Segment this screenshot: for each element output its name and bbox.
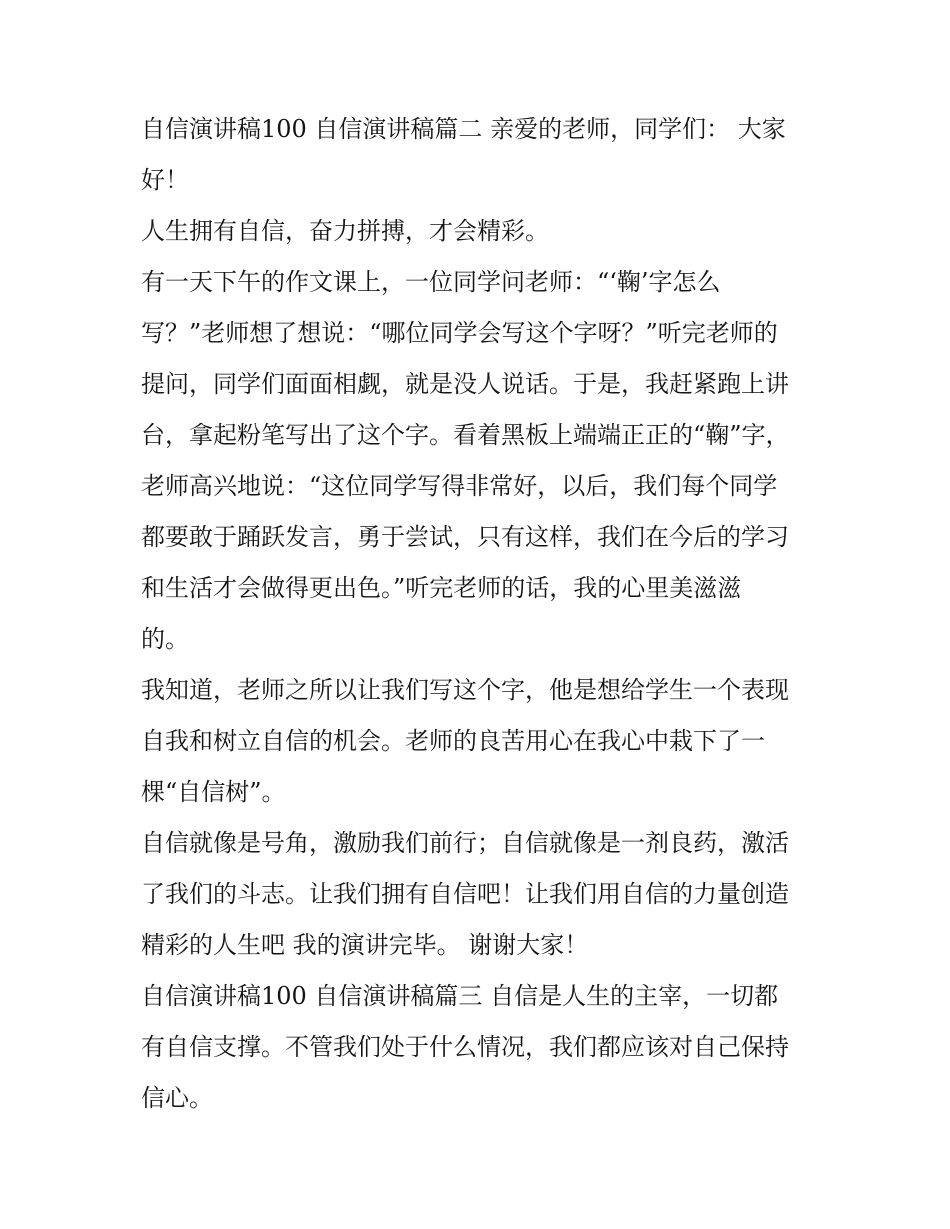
text-line: 自信演讲稿100 自信演讲稿篇二 亲爱的老师，同学们： 大家: [141, 115, 786, 143]
text-line: 我知道，老师之所以让我们写这个字，他是想给学生一个表现: [141, 676, 789, 704]
text-line: 都要敢于踊跃发言，勇于尝试，只有这样，我们在今后的学习: [141, 523, 789, 551]
text-line: 了我们的斗志。让我们拥有自信吧！让我们用自信的力量创造: [141, 880, 789, 908]
text-line: 的。: [141, 625, 189, 653]
text-line: 自信就像是号角，激励我们前行；自信就像是一剂良药，激活: [141, 829, 789, 857]
text-line: 和生活才会做得更出色。”听完老师的话，我的心里美滋滋: [141, 574, 742, 602]
text-line: 精彩的人生吧 我的演讲完毕。 谢谢大家！: [141, 931, 589, 959]
text-line: 有一天下午的作文课上，一位同学问老师：“‘鞠’字怎么: [141, 268, 721, 296]
text-line: 老师高兴地说：“这位同学写得非常好，以后，我们每个同学: [141, 472, 778, 500]
speech-text: [141, 104, 821, 1124]
text-line: 自信演讲稿100 自信演讲稿篇三 自信是人生的主宰，一切都: [141, 982, 779, 1010]
text-line: 棵“自信树”。: [141, 778, 286, 806]
text-line: 自我和树立自信的机会。老师的良苦用心在我心中栽下了一: [141, 727, 765, 755]
text-line: 有自信支撑。不管我们处于什么情况，我们都应该对自己保持: [141, 1033, 789, 1061]
text-line: 信心。: [141, 1084, 213, 1112]
text-line: 台，拿起粉笔写出了这个字。看着黑板上端端正正的“鞠”字，: [141, 421, 790, 449]
text-line: 写？”老师想了想说：“哪位同学会写这个字呀？”听完老师的: [141, 319, 778, 347]
text-line: 提问，同学们面面相觑，就是没人说话。于是，我赶紧跑上讲: [141, 370, 789, 398]
text-line: 人生拥有自信，奋力拼搏，才会精彩。: [141, 217, 549, 245]
text-line: 好！: [141, 166, 189, 194]
